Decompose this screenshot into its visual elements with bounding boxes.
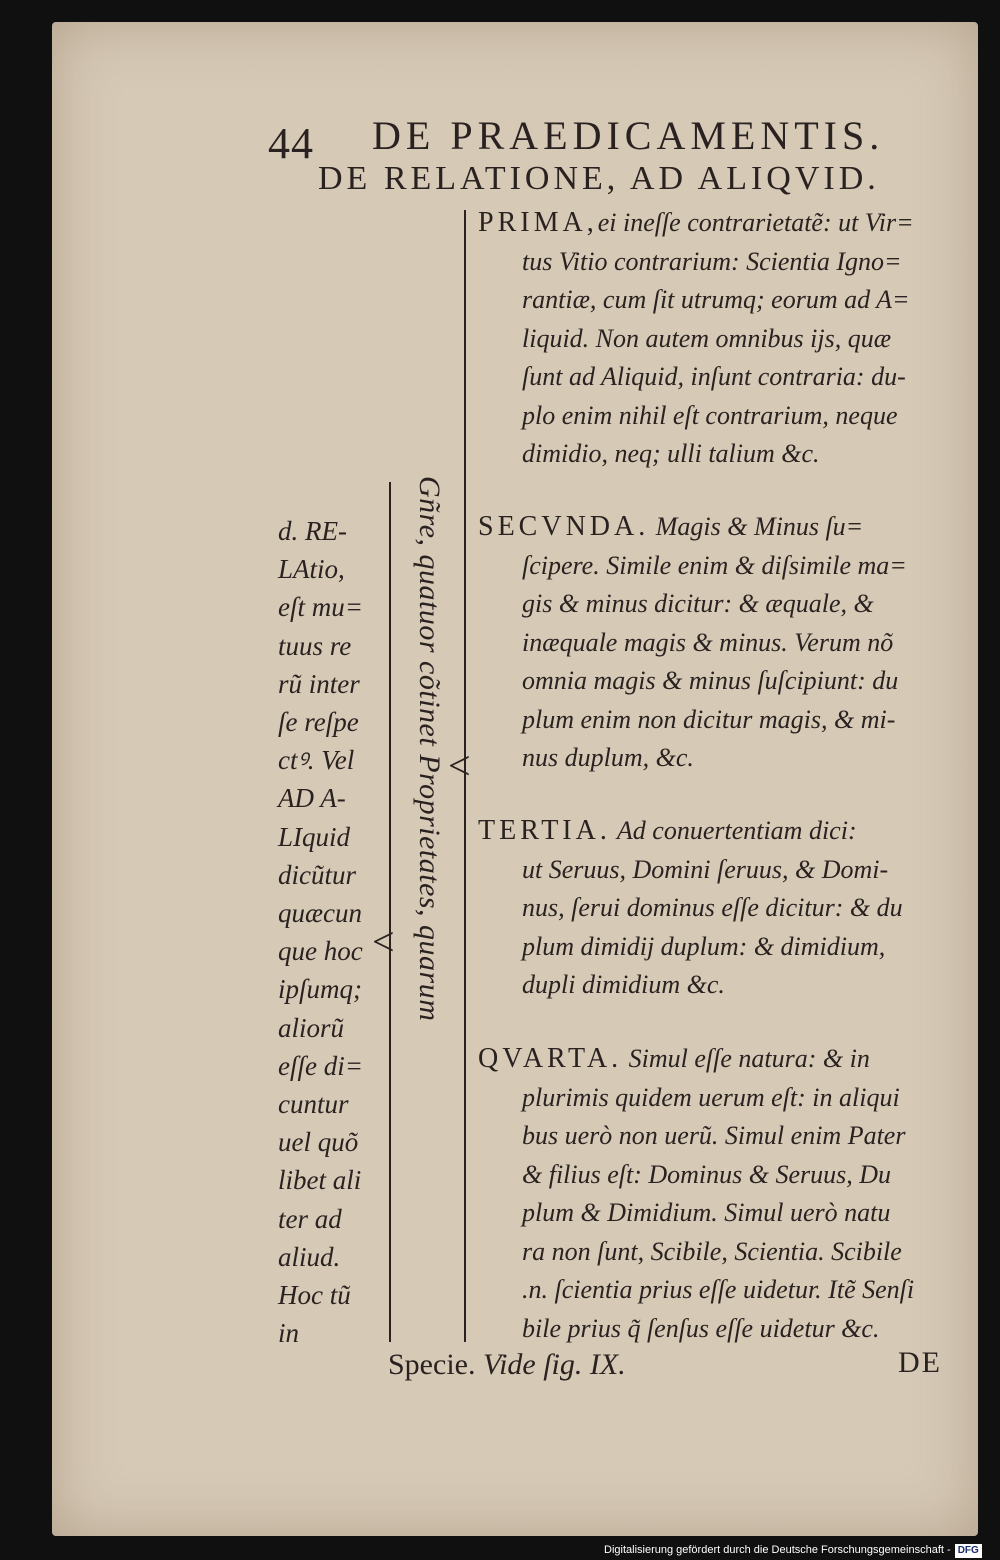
property-line: plo enim nihil eſt contrarium, neque <box>522 400 898 430</box>
property-line: dimidio, neq; ulli talium &c. <box>522 439 820 468</box>
property-line: tus Vitio contrarium: Scientia Igno= <box>522 246 902 276</box>
property-line: bile prius q̃ ſenſus eſſe uidetur &c. <box>522 1313 880 1343</box>
definition-line: tuus re <box>278 630 352 661</box>
property-line: liquid. Non autem omnibus ijs, quæ <box>522 323 892 353</box>
definition-line: libet ali <box>278 1165 362 1196</box>
definition-line: que hoc <box>278 936 363 967</box>
property-line: ra non ſunt, Scibile, Scientia. Scibile <box>522 1236 902 1266</box>
species-note <box>388 1348 626 1382</box>
definition-line: ipſumq; <box>278 974 362 1005</box>
property-line: gis & minus dicitur: & æquale, & <box>522 589 874 618</box>
property-quarta <box>478 1040 968 1348</box>
running-title: DE PRAEDICAMENTIS. <box>372 113 885 158</box>
definition-line: eſſe di= <box>278 1050 363 1081</box>
definition-line: uel quõ <box>278 1127 359 1158</box>
figure-reference: Vide ſig. IX. <box>482 1348 626 1381</box>
definition-line: ſe reſpe <box>278 707 359 738</box>
property-line: Ad conuertentiam dici: <box>616 816 857 845</box>
definition-line: dicũtur <box>278 859 356 890</box>
definition-line: LIquid <box>278 821 351 852</box>
property-line: ſcipere. Simile enim & diſsimile ma= <box>522 550 907 580</box>
page-number: 44 <box>268 119 314 168</box>
property-line: nus, ſerui dominus eſſe dicitur: & du <box>522 893 903 922</box>
property-line: rantiæ, cum ſit utrumq; eorum ad A= <box>522 285 910 314</box>
property-line: Magis & Minus ſu= <box>655 512 864 541</box>
outer-brace-tip: < <box>372 919 395 964</box>
definition-line: AD A- <box>278 783 346 814</box>
inner-brace-tip: < <box>448 743 471 788</box>
property-lead: SECVNDA. <box>478 511 650 542</box>
property-prima <box>478 204 968 474</box>
property-lead: PRIMA, <box>478 207 598 238</box>
property-tertia <box>478 812 968 1005</box>
property-line: plum enim non dicitur magis, & mi- <box>522 704 896 734</box>
definition-line: Hoc tũ <box>278 1280 351 1311</box>
definition-line: in <box>278 1318 300 1349</box>
dfg-logo: DFG <box>955 1544 982 1558</box>
catchword: DE <box>898 1346 942 1379</box>
outer-brace <box>389 482 391 1342</box>
property-line: inæquale magis & minus. Verum nõ <box>522 627 894 657</box>
definition-line: quæcun <box>278 898 362 929</box>
definition-line: aliud. <box>278 1241 341 1272</box>
property-line: nus duplum, &c. <box>522 743 694 772</box>
property-line: ut Seruus, Domini ſeruus, & Domi- <box>522 854 889 884</box>
property-line: plum & Dimidium. Simul uerò natu <box>522 1198 891 1227</box>
property-line: bus uerò non uerũ. Simul enim Pater <box>522 1121 906 1150</box>
property-line: Simul eſſe natura: & in <box>628 1044 870 1073</box>
property-line: plurimis quidem uerum eſt: in aliqui <box>522 1082 900 1112</box>
section-title: DE RELATIONE, AD ALIQVID. <box>318 160 880 197</box>
definition-line: LAtio, <box>278 554 345 585</box>
property-line: ei ineſſe contrarietatẽ: ut Vir= <box>597 208 914 237</box>
property-lead: TERTIA. <box>478 815 611 846</box>
genus-label: Gñre, quatuor cõtinet Proprietates, quarum <box>413 476 446 1022</box>
property-line: & filius eſt: Dominus & Seruus, Du <box>522 1159 892 1189</box>
definition-line: aliorũ <box>278 1012 345 1043</box>
property-line: ſunt ad Aliquid, inſunt contraria: du- <box>522 362 906 391</box>
property-line: omnia magis & minus ſuſcipiunt: du <box>522 666 899 695</box>
definition-line: d. RE- <box>278 516 347 546</box>
definition-line: rũ inter <box>278 668 360 699</box>
property-line: dupli dimidium &c. <box>522 970 725 999</box>
definition-line: ctꝰ. Vel <box>278 745 355 776</box>
definition-line: cuntur <box>278 1089 349 1120</box>
property-line: plum dimidij duplum: & dimidium, <box>522 931 886 961</box>
property-lead: QVARTA. <box>478 1043 623 1074</box>
definition-line: eſt mu= <box>278 592 363 623</box>
definition-line: ter ad <box>278 1203 342 1234</box>
footer-text: Digitalisierung gefördert durch die Deutsche Forschungsgemeinschaft - <box>604 1544 951 1556</box>
species-label: Specie. <box>388 1348 476 1381</box>
digitization-footer <box>604 1540 1000 1560</box>
property-line: .n. ſcientia prius eſſe uidetur. Itẽ Senſi <box>522 1275 915 1304</box>
property-secunda <box>478 508 968 778</box>
